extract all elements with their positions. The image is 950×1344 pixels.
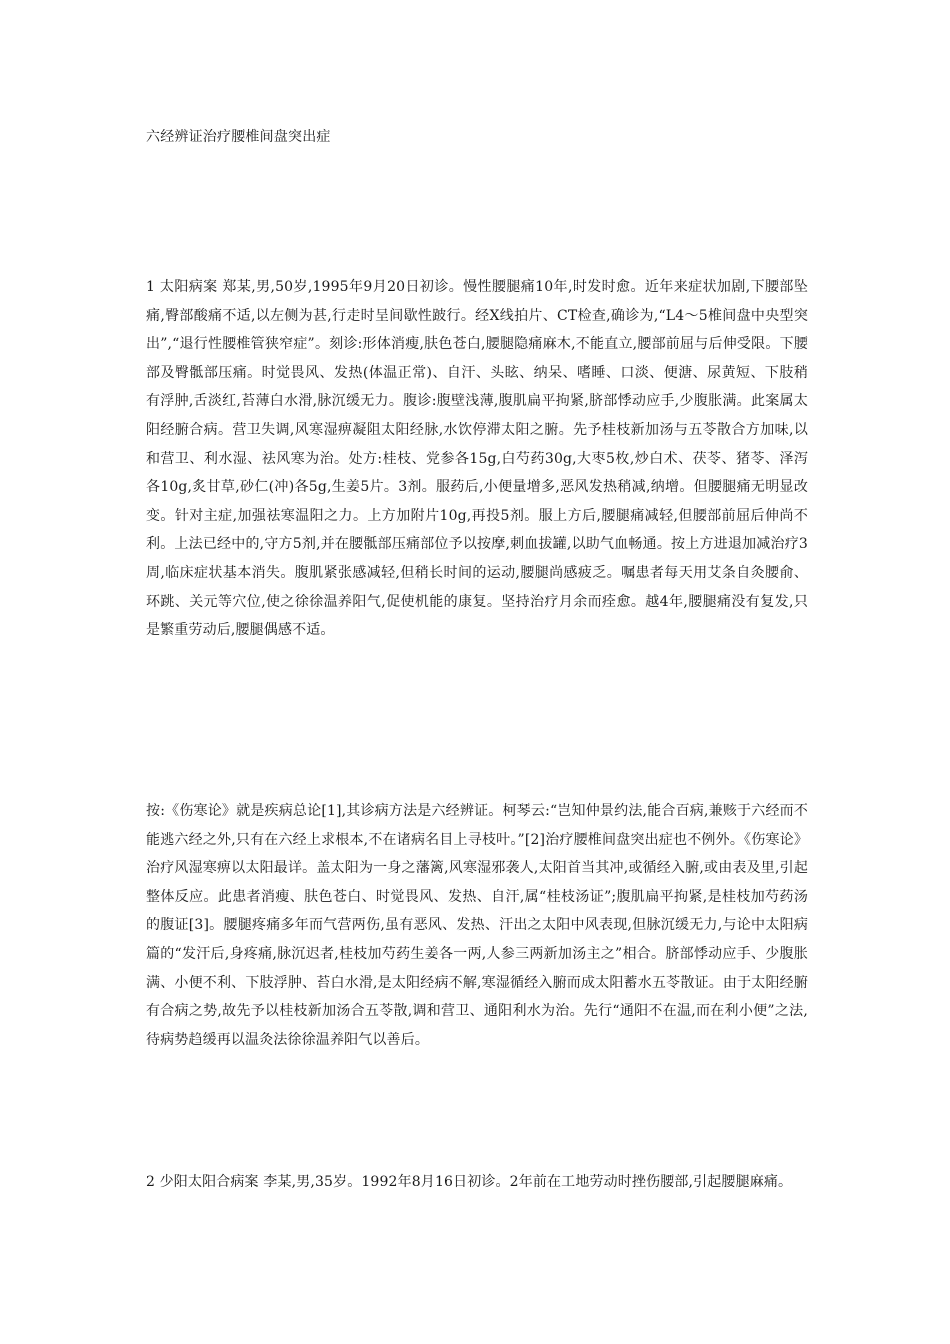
case-1-paragraph: 1 太阳病案 郑某,男,50岁,1995年9月20日初诊。慢性腰腿痛10年,时发时愈。近年来症状加剧,下腰部坠痛,臀部酸痛不适,以左侧为甚,行走时呈间歇性跛行。经X线拍片、CT检查,确诊为,“L4～5椎间盘中央型突出”,“退行性腰椎管狭窄症”。刻诊:形体消瘦,肤色苍白,腰腿隐痛麻木,不能直立,腰部前屈与后伸受限。下腰部及臀骶部压痛。时觉畏风、发热(体温正常)、自汗、头眩、纳呆、嗜睡、口淡、便溏、尿黄短、下肢稍有浮肿,舌淡红,苔薄白水滑,脉沉缓无力。腹诊:腹壁浅薄,腹肌扁平拘紧,脐部悸动应手,少腹胀满。此案属太阳经腑合病。营卫失调,风寒湿痹凝阻太阳经脉,水饮停滞太阳之腑。先予桂枝新加汤与五苓散合方加味,以和营卫、利水湿、祛风寒为治。处方:桂枝、党参各15g,白芍药30g,大枣5枚,炒白术、茯苓、猪苓、泽泻各10g,炙甘草,砂仁(冲)各5g,生姜5片。3剂。服药后,小便量增多,恶风发热稍减,纳增。但腰腿痛无明显改变。针对主症,加强祛寒温阳之力。上方加附片10g,再投5剂。服上方后,腰腿痛减轻,但腰部前屈后伸尚不利。上法已经中的,守方5剂,并在腰骶部压痛部位予以按摩,刺血拔罐,以助气血畅通。按上方进退加减治疗3周,临床症状基本消失。腹肌紧张感减轻,但稍长时间的运动,腰腿尚感疲乏。嘱患者每天用艾条自灸腰俞、环跳、关元等穴位,使之徐徐温养阳气,促使机能的康复。坚持治疗月余而痊愈。越4年,腰腿痛没有复发,只是繁重劳动后,腰腿偶感不适。 [146,279,808,639]
commentary-paragraph: 按:《伤寒论》就是疾病总论[1],其诊病方法是六经辨证。柯琴云:“岂知仲景约法,能合百病,兼赅于六经而不能逃六经之外,只有在六经上求根本,不在诸病名目上寻枝叶。”[2]治疗腰椎间盘突出症也不例外。《伤寒论》治疗风湿寒痹以太阳最详。盖太阳为一身之藩篱,风寒湿邪袭人,太阳首当其冲,或循经入腑,或由表及里,引起整体反应。此患者消瘦、肤色苍白、时觉畏风、发热、自汗,属“桂枝汤证”;腹肌扁平拘紧,是桂枝加芍药汤的腹证[3]。腰腿疼痛多年而气营两伤,虽有恶风、发热、汗出之太阳中风表现,但脉沉缓无力,与论中太阳病篇的“发汗后,身疼痛,脉沉迟者,桂枝加芍药生姜各一两,人参三两新加汤主之”相合。脐部悸动应手、少腹胀满、小便不利、下肢浮肿、苔白水滑,是太阳经病不解,寒湿循经入腑而成太阳蓄水五苓散证。由于太阳经腑有合病之势,故先予以桂枝新加汤合五苓散,调和营卫、通阳利水为治。先行“通阳不在温,而在利小便”之法,待病势趋缓再以温灸法徐徐温养阳气以善后。 [146,803,808,1048]
case-2-paragraph: 2 少阳太阳合病案 李某,男,35岁。1992年8月16日初诊。2年前在工地劳动时挫伤腰部,引起腰腿麻痛。 [146,1174,793,1190]
document-title: 六经辨证治疗腰椎间盘突出症 [146,129,331,145]
